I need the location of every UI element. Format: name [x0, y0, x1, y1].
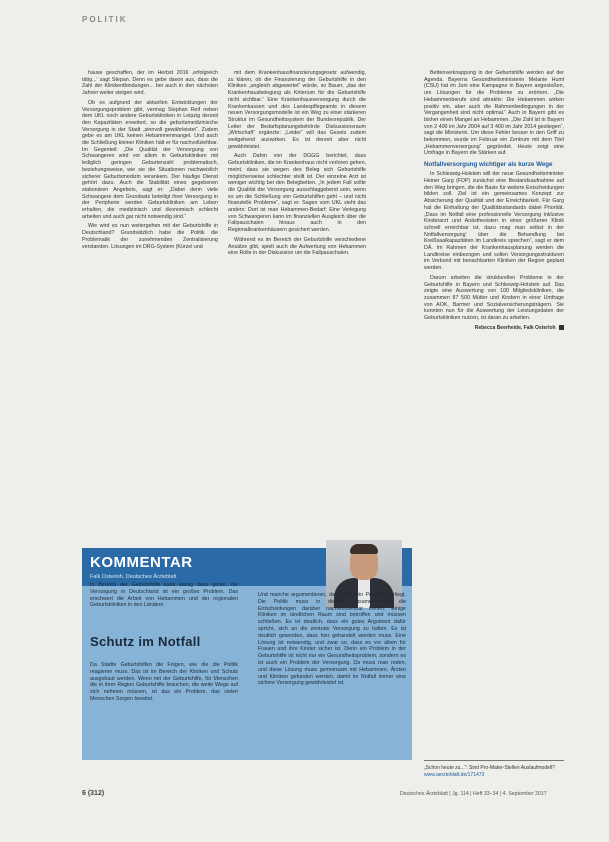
author-names: Rebecca Beerheide, Falk Osterloh [474, 324, 556, 331]
kommentar-body-right [258, 592, 406, 754]
paragraph: hause geschaffen, der im Herbst 2016 ‚erfolgreich tätig...‘ sagt Stepan. Denn es gebe davon aus, dass die Zahl der Klinikentbindungen... bei auch in den nächsten Jahren weiter steigen wird. [82, 70, 218, 97]
paragraph: Ob es aufgrund der aktuellen Entwicklungen der Versorgungsproblem gibt, vermag Stephan Reif neben dem UKL noch andere Geburtskliniken in Leipzig derzeit den Kapazitäten erweitert, so die geburtsmedizinische Versorgung in der Stadt „sinnvoll gewährleistet“. Zudem gebe es am UKL keinen Hebammenmangel. Und auch die Schließung kleiner Kliniken hält er für nachvollziehbar. Im Gegenteil: „Die Qualität der Versorgung von Schwangeren wird vor allem in Geburtskliniken mit lediglich geringen Geburtenzahl problematisch, beziehungsweise, wie sie die Situationen nachweislich sicherer Geburtsmedizin verankern. Der häufige Dienst gehört dazu. Auch die Stabilität eines gegebenen stationären Angebots, sagt er: „Dabei denn viele Schwangere dem Grundsatz beteiligt ihrer Versorgung in der Peripherie werden Geburtskliniken am Leben erhalten, die medizinisch und ökonomisch schlecht arbeiten und auch gar nicht notwendig sind.“ [82, 99, 218, 220]
paragraph: In Bereich der Geburtshilfe kann wenig dazu getan, die Versorgung in Deutschland ist ein großes Problem. Das erschwert die Arbeit von Hebammen und der regionalen Geburtskliniken in den Ländern. [90, 582, 238, 609]
footnote-link[interactable]: www.aerzteblatt.de/171473 [424, 771, 485, 778]
kommentar-title: KOMMENTAR [90, 554, 193, 571]
kommentar-headline: Schutz im Notfall [90, 634, 201, 649]
paragraph: Bettenverknappung in der Geburtshilfe werden auf der Agenda. Bayerns Gesundheitsministerin Melanie Huml (CSU) hat im Juni eine Kampagne in Bayern angestoßen, um Lösungen für die Probleme zu erörtern. „Die Hebammenberufe sind attraktiv: Die Hebammen wirken positiv ein, aber auch die Rahmenbedingungen in der Vergangenheit sind nicht optimal.“ Auch in Bayern gibt es bisher einen Mangel an Hebammen. „Die Zahl ist in Bayern von 2 400 im Jahr 2004 auf 3 400 im Jahr 2014 gestiegen“, sagt die Ministerin. Um diese Fehler besser in den Griff zu bekommen, wurde im Februar ein Zentrum mit dem Titel „Hebammenversorgung“ gegründet. Heute zeigt eine Umfrage in Bayern die Stärken auf. [424, 70, 564, 157]
kommentar-body-left [90, 662, 238, 754]
author-credit [424, 325, 564, 332]
paragraph: mit dem Krankenhausfinanzierungsgesetz aufwendig, zu klären, ob die Finanzierung der Geburtshilfe in den Kliniken „ungleich abgewertet“ würde, so Bauer, „das der Krankenhausbelegung als Kriterium für die Geburtshilfe nicht sichtbar.“ Eine Krankenhausversorgung durch die Krankenkassen und des Landespflegeamts in diesem neuen Versorgungsmodelle ist ein Weg zu einer stärkeren Struktur im Gesundheitssystem der Bundesrepublik. Der Leiter der Bedarfsplanungsbehörde Diskussionsraum „Wirtschaft“ ergänzte: „Leider“ will das Gesetz zudem weitgehend auswirken. Es ist derzeit aber nicht gewährleistet. [228, 70, 366, 150]
section-tag: POLITIK [82, 15, 128, 24]
text-column-2 [228, 70, 366, 472]
text-column-3 [424, 70, 564, 736]
journal-citation: Deutsches Ärzteblatt | Jg. 114 | Heft 33–34 | 4. September 2017 [400, 791, 547, 797]
kommentar-author: Falk Osterloh, Deutsches Ärzteblatt [90, 574, 177, 580]
end-mark-icon [559, 325, 564, 330]
subheading: Notfallversorgung wichtiger als kurze Wege [424, 161, 553, 169]
paragraph: Wie wird es nun weitergehen mit der Geburtshilfe in Deutschland? Grundsätzlich habe die Politik die Problematik der zunehmenden Zentralisierung verstanden. Lösungen im DRG-System (Kürzel und [82, 223, 218, 250]
page-footer [82, 790, 562, 800]
paragraph: Auch Dahm von der DGGG berichtet, dass Geburtskliniken, die im Krankenhaus nicht verloren gehen, meint, dass sie wegen des Beleg sich Geburtshilfe möglicherweise schlechter stellt ist. Der einzelne Arzt ist weniger wichtig bei den Belegbetten. „In jedem Fall sollte die Qualität der Versorgung ausschlaggebend sein, wenn es um die Schließung von Geburtshilfen geht – und nicht finanzielle Probleme“, sagt er. Sagen vom UKL sieht das anders: Dort ist man Hebammen-Bedarf: Eine Verlegung von Schwangeren kann im finanziellen Ausgleich über die Fallpauschalen hinaus auch in den Regionalkrankenhäusern gesichert werden. [228, 153, 366, 234]
paragraph: Während es im Bereich der Geburtshilfe verschiedene Ansätze gibt, spielt auch die Aufwertung von Hebammen eine Rolle in der Diskussion um die Fallpauschalen. [228, 236, 366, 257]
paragraph: Darum arbeiten die strukturellen Probleme in der Geburtshilfe in Bayern und Schleswig-Holstein auf. Das zeigte eine Auswertung von 100 Mitgliedskliniken, die zusammen 87 500 Mütter und Kindern in einer Umfrage von AOK, Barmer und Sozialversicherungsträgern. Sie konnten nun für die Auswertung der Leistungsdaten der Geburtskliniken nutzen, ist daran zu arbeiten. [424, 274, 564, 322]
paragraph: In Schleswig-Holstein will der neue Gesundheitsminister Heiner Garg (FDP) zunächst eine Bestandsaufnahme auf den Weg bringen, die die Basis für weitere Entscheidungen bilden soll. Ziel ist ein gemeinsames Konzept zur Absicherung der Qualität und der Erreichbarkeit. Für Garg hat die Einhaltung der Qualitätsstandards dabei Priorität. „Dass im Notfall eine professionelle Versorgung inklusive Kinderarzt und Anästhesisten in einer größeren Klinik schnell erreichbar ist, dazu mag man selbst in der Notfallversorgung‘ über die Behandlung bei Kreißsaalkapazitäten im Landkreis sprechen“, sagt er dem DÄ. Im Rahmen der Krankenhausplanung werden die Landkreise einbezogen und sollen Versorgungsstrukturen im Verbund mit benachbarten Kliniken der Region geplant werden. [424, 171, 564, 272]
footnote-text: „Schon heute zu...“: Sind Pro-Mater-Stellen Auslaufmodell? [424, 765, 555, 771]
kommentar-box [82, 548, 412, 760]
page-number: 6 (312) [82, 790, 105, 797]
paragraph: Und manche argumentieren, dass hier kein Problem vorliegt. Die Politik muss in diesem Zusammenhang die Entscheidungen darüber nachvollziehbar treffen. Einige Kliniken im ländlichen Raum sind betroffen und müssen schließen. Es ist deutlich, dass ein gutes Argument dafür spricht, sich an die zentrale Versorgung zu halten. Es ist deutlich geworden, dass hier gehandelt werden muss. Eine Lösung ist notwendig, und zwar so, dass es vor allem für Frauen und ihre Kinder sicher ist. Denn ein Problem in der Geburtshilfe ist nicht nur ein Gesundheitsproblem, sondern es ist auch ein Problem der Versorgung. Da muss man reden, und diese Lösung muss gemeinsam mit Hebammen, Ärzten und Kliniken gefunden werden, damit im Notfall immer eine sichere Versorgung gewährleistet ist. [258, 592, 406, 687]
footnote [424, 760, 564, 778]
kommentar-intro [90, 582, 238, 622]
text-column-1 [82, 70, 218, 470]
paragraph: Da Städte Geburtshilfen die Folgen, wie die die Politik reagieren muss. Das ist im Bereich der Kliniken und Schutz ausgebaut werden. Wenn mit der Geburtshilfe, für Menschen die in ihrer Region Geburtshilfe brauchen, die weite Wege auf sich nehmen müssen, ist das ein Problem, das vielen Menschen Sorgen bereitet. [90, 662, 238, 702]
